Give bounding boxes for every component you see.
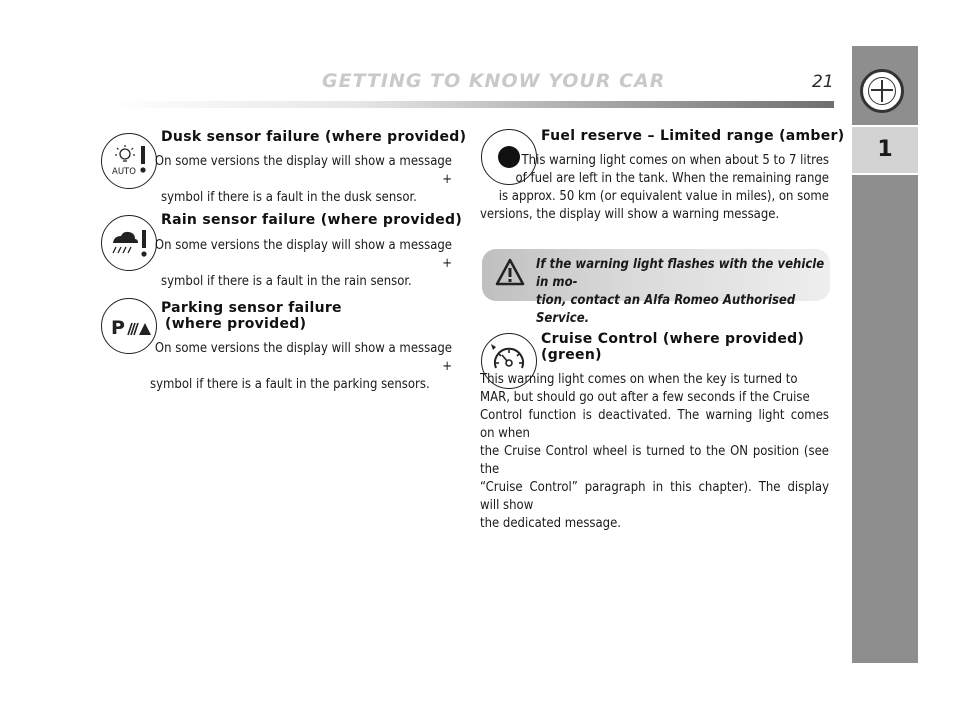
parking-sensor-failure-icon (101, 298, 157, 354)
dusk-icon-label: AUTO (112, 167, 136, 177)
dusk-heading: Dusk sensor failure (where provided) (161, 129, 467, 145)
parking-icon-label: P (111, 317, 125, 339)
parking-description: On some versions the display will show a message + symbol if there is a fault in the parking sensors. (150, 341, 452, 392)
chapter-tab[interactable]: 1 (852, 125, 918, 175)
header-rule (106, 101, 834, 108)
cruise-heading: Cruise Control (where provided) (green) (541, 331, 805, 363)
rain-heading: Rain sensor failure (where provided) (161, 212, 463, 228)
brand-logo-icon (860, 69, 904, 113)
dusk-sensor-failure-icon (101, 133, 157, 189)
rain-sensor-failure-icon (101, 215, 157, 271)
warning-note-text: If the warning light flashes with the vehicle in mo- tion, contact an Alfa Romeo Authorised Service. (536, 257, 825, 326)
fuel-description: This warning light comes on when about 5 to 7 litres of fuel are left in the tank. When the remaining range is approx. 50 km (or equivalent value in miles), on some versions, the display will show a warning message. (480, 153, 829, 222)
warning-triangle-icon (495, 258, 525, 286)
header-title: GETTING TO KNOW YOUR CAR (322, 70, 666, 92)
fuel-heading: Fuel reserve – Limited range (amber) (541, 128, 845, 144)
page-number: 21 (812, 72, 834, 92)
parking-heading: Parking sensor failure (where provided) (161, 300, 342, 332)
cruise-description: This warning light comes on when the key is turned to MAR, but should go out after a few seconds if the Cruise Control function is deactivated. The warning light comes on when the Cruise Control wheel is turned to the ON position (see the “Cruise Control” paragraph in this chapter). The display will show the dedicated message. (480, 372, 829, 531)
dusk-description: On some versions the display will show a message + symbol if there is a fault in the dusk sensor. (154, 154, 452, 205)
rain-description: On some versions the display will show a message + symbol if there is a fault in the rain sensor. (154, 238, 452, 289)
